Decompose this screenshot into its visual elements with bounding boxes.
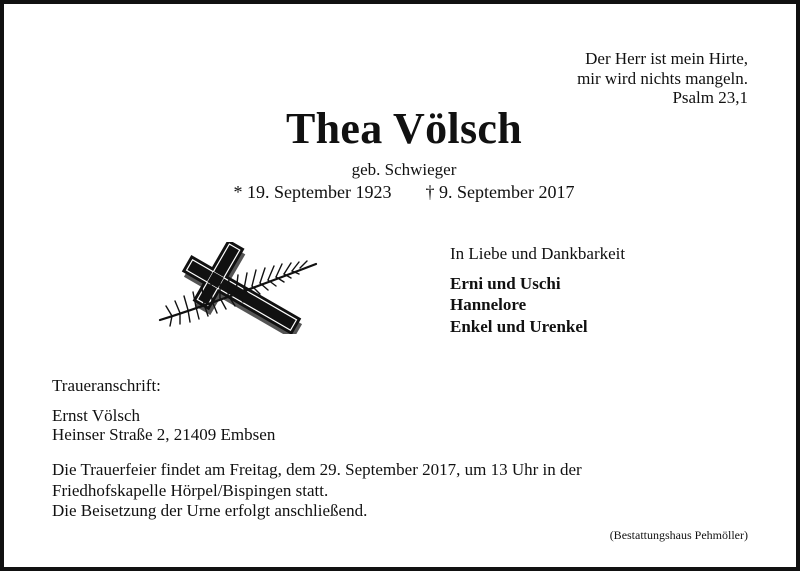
- maiden-name: geb. Schwieger: [351, 160, 457, 179]
- address-name: Ernst Völsch: [52, 405, 140, 425]
- family-intro: In Liebe und Dankbarkeit: [450, 244, 626, 263]
- psalm-line-1: Der Herr ist mein Hirte,: [585, 49, 748, 68]
- family-member: Hannelore: [450, 295, 527, 315]
- family-member: Erni und Uschi: [450, 273, 561, 293]
- ceremony-line-3: Die Beisetzung der Urne erfolgt anschließend.: [52, 501, 368, 521]
- address-street: Heinser Straße 2, 21409 Embsen: [52, 425, 276, 445]
- ceremony-line-2: Friedhofskapelle Hörpel/Bispingen statt.: [52, 480, 329, 500]
- ceremony-info: [52, 460, 582, 522]
- birth-date: * 19. September 1923: [233, 182, 392, 202]
- psalm-reference: Psalm 23,1: [672, 88, 748, 108]
- address-label: Traueranschrift:: [52, 376, 161, 395]
- family-block: [450, 244, 625, 338]
- life-dates: [4, 182, 800, 203]
- family-member: Enkel und Urenkel: [450, 316, 588, 336]
- mourning-address: [52, 376, 275, 445]
- undertaker-credit: (Bestattungshaus Pehmöller): [609, 528, 748, 542]
- psalm-line-2: mir wird nichts mangeln.: [577, 68, 748, 88]
- death-date: † 9. September 2017: [425, 182, 575, 202]
- cross-with-palm-branch-icon: [152, 242, 322, 334]
- ceremony-line-1: Die Trauerfeier findet am Freitag, dem 29. September 2017, um 13 Uhr in der: [52, 460, 582, 479]
- deceased-name: Thea Völsch: [286, 104, 522, 153]
- psalm-quote: [577, 49, 748, 108]
